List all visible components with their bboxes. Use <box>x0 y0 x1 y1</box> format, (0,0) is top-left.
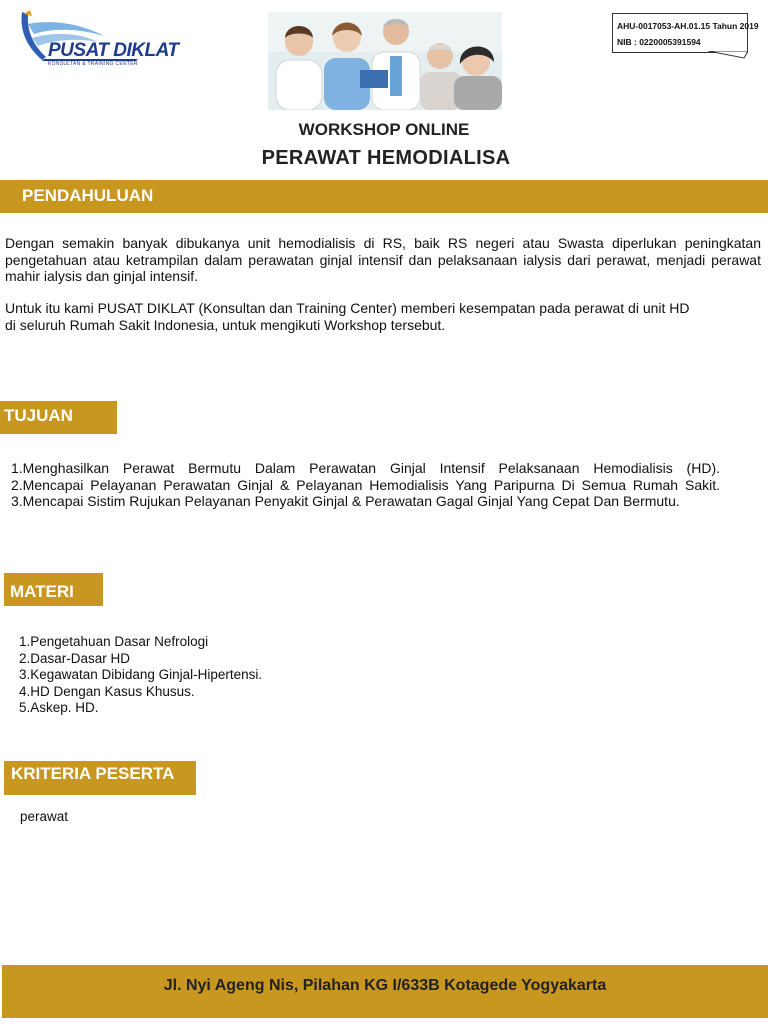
goal-item: 1.Menghasilkan Perawat Bermutu Dalam Perawatan Ginjal Intensif Pelaksanaan Hemodialisis (HD). <box>11 460 720 476</box>
materi-item: 1.Pengetahuan Dasar Nefrologi <box>19 634 209 649</box>
materi-item: 4.HD Dengan Kasus Khusus. <box>19 683 195 699</box>
nib-number: NIB : 0220005391594 <box>617 37 701 47</box>
registration-info-box <box>612 13 759 53</box>
materi-item: 5.Askep. HD. <box>19 700 99 715</box>
materi-item: 3.Kegawatan Dibidang Ginjal-Hipertensi. <box>19 667 263 682</box>
logo-text: PUSAT DIKLAT <box>48 40 179 61</box>
footer-address: Jl. Nyi Ageng Nis, Pilahan KG I/633B Kotagede Yogyakarta <box>2 965 768 1018</box>
goal-item: 3.Mencapai Sistim Rujukan Pelayanan Penyakit Ginjal & Perawatan Gagal Ginjal Yang Cepat Dan Bermutu. <box>11 493 680 509</box>
pusat-diklat-logo <box>18 10 179 72</box>
kriteria-text: perawat <box>20 809 69 824</box>
section-heading-kriteria-peserta: KRITERIA PESERTA <box>4 761 196 795</box>
medical-team-image <box>268 12 502 110</box>
title-perawat-hemodialisa: PERAWAT HEMODIALISA <box>261 147 511 169</box>
medical-staff-photo <box>268 12 502 110</box>
goal-item: 2.Mencapai Pelayanan Perawatan Ginjal & Pelayanan Hemodialisis Yang Paripurna Di Semua Rumah Sakit. <box>11 476 720 493</box>
title-workshop-online: WORKSHOP ONLINE <box>298 120 470 139</box>
goals-list <box>11 460 720 510</box>
materi-list <box>19 634 419 717</box>
section-heading-tujuan: TUJUAN <box>0 401 117 434</box>
intro-paragraph-2-line-2: di seluruh Rumah Sakit Indonesia, untuk mengikuti Workshop tersebut. <box>5 316 446 333</box>
intro-paragraph-2-line-1: Untuk itu kami PUSAT DIKLAT (Konsultan dan Training Center) memberi kesempatan pada perawat di unit HD <box>5 300 690 316</box>
intro-paragraph-1: Dengan semakin banyak dibukanya unit hemodialisis di RS, baik RS negeri atau Swasta diperlukan peningkatan pengetahuan atau ketrampilan dalam perawatan ginjal intensif dan pelaksanaan ialysis dari perawat, menjadi perawat mahir ialysis dan ginjal intensif. <box>5 235 761 284</box>
section-heading-materi: MATERI <box>4 573 103 606</box>
section-heading-pendahuluan: PENDAHULUAN <box>0 180 768 213</box>
materi-item: 2.Dasar-Dasar HD <box>19 650 131 666</box>
logo-subtitle: KONSULTAN & TRAINING CENTER <box>48 61 138 67</box>
page-fold-icon <box>708 51 748 59</box>
ahu-number: AHU-0017053-AH.01.15 Tahun 2019 <box>617 21 759 31</box>
intro-paragraph-2 <box>5 300 761 333</box>
